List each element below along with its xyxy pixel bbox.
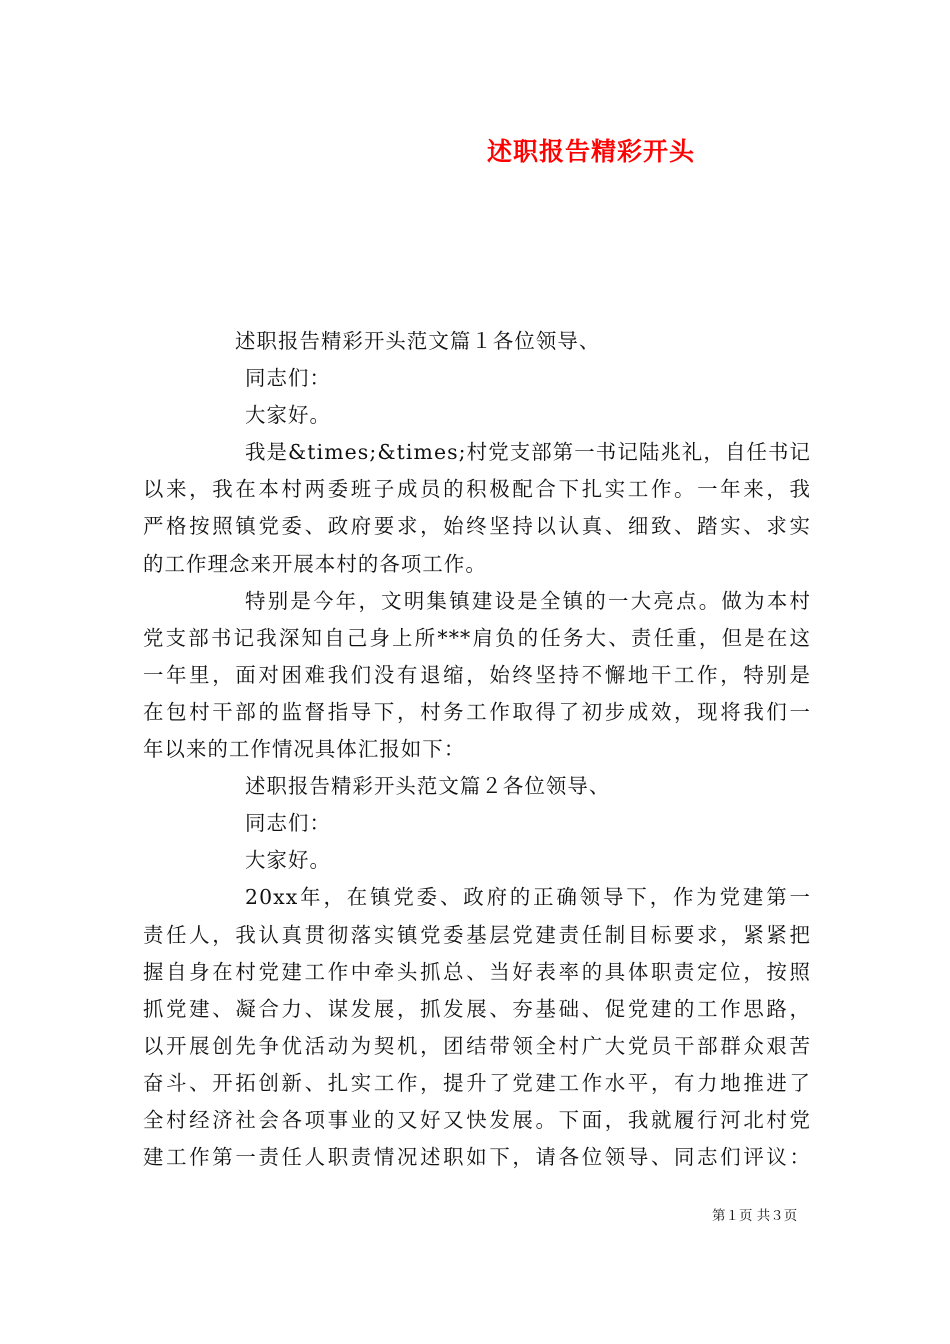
paragraph-line: 奋斗、开拓创新、扎实工作，提升了党建工作水平，有力地推进了: [143, 1070, 811, 1095]
page-footer: 第１页 共３页: [712, 1208, 798, 1224]
paragraph-line: 大家好。: [245, 848, 331, 873]
paragraph-line: 的工作理念来开展本村的各项工作。: [143, 551, 487, 576]
paragraph-line: 严格按照镇党委、政府要求，始终坚持以认真、细致、踏实、求实: [143, 514, 811, 539]
paragraph-line: 年以来的工作情况具体汇报如下：: [143, 737, 466, 762]
paragraph-line: 我是&times;&times;村党支部第一书记陆兆礼，自任书记: [245, 440, 811, 465]
paragraph-line: 20xx年，在镇党委、政府的正确领导下，作为党建第一: [245, 885, 811, 910]
document-body: [143, 323, 811, 1176]
paragraph-line: 以来，我在本村两委班子成员的积极配合下扎实工作。一年来，我: [143, 477, 811, 502]
paragraph-line: 抓党建、凝合力、谋发展，抓发展、夯基础、促党建的工作思路，: [143, 996, 811, 1021]
paragraph-line: 建工作第一责任人职责情况述职如下，请各位领导、同志们评议：: [143, 1145, 811, 1170]
paragraph-line: 述职报告精彩开头范文篇１各位领导、: [235, 329, 601, 353]
paragraph-line: 责任人，我认真贯彻落实镇党委基层党建责任制目标要求，紧紧把: [143, 922, 811, 947]
paragraph-line: 述职报告精彩开头范文篇２各位领导、: [245, 774, 611, 799]
paragraph-line: 握自身在村党建工作中牵头抓总、当好表率的具体职责定位，按照: [143, 959, 811, 984]
paragraph-line: 党支部书记我深知自己身上所***肩负的任务大、责任重，但是在这: [143, 625, 811, 650]
paragraph-line: 全村经济社会各项事业的又好又快发展。下面，我就履行河北村党: [143, 1107, 811, 1132]
paragraph-line: 特别是今年，文明集镇建设是全镇的一大亮点。做为本村: [245, 588, 811, 613]
paragraph-line: 同志们：: [245, 811, 331, 836]
paragraph-line: 在包村干部的监督指导下，村务工作取得了初步成效，现将我们一: [143, 699, 811, 724]
document-title: 述职报告精彩开头: [487, 137, 696, 166]
paragraph-line: 一年里，面对困难我们没有退缩，始终坚持不懈地干工作，特别是: [143, 662, 811, 687]
paragraph-line: 大家好。: [245, 403, 331, 428]
paragraph-line: 以开展创先争优活动为契机，团结带领全村广大党员干部群众艰苦: [143, 1033, 811, 1058]
paragraph-line: 同志们：: [245, 366, 331, 391]
